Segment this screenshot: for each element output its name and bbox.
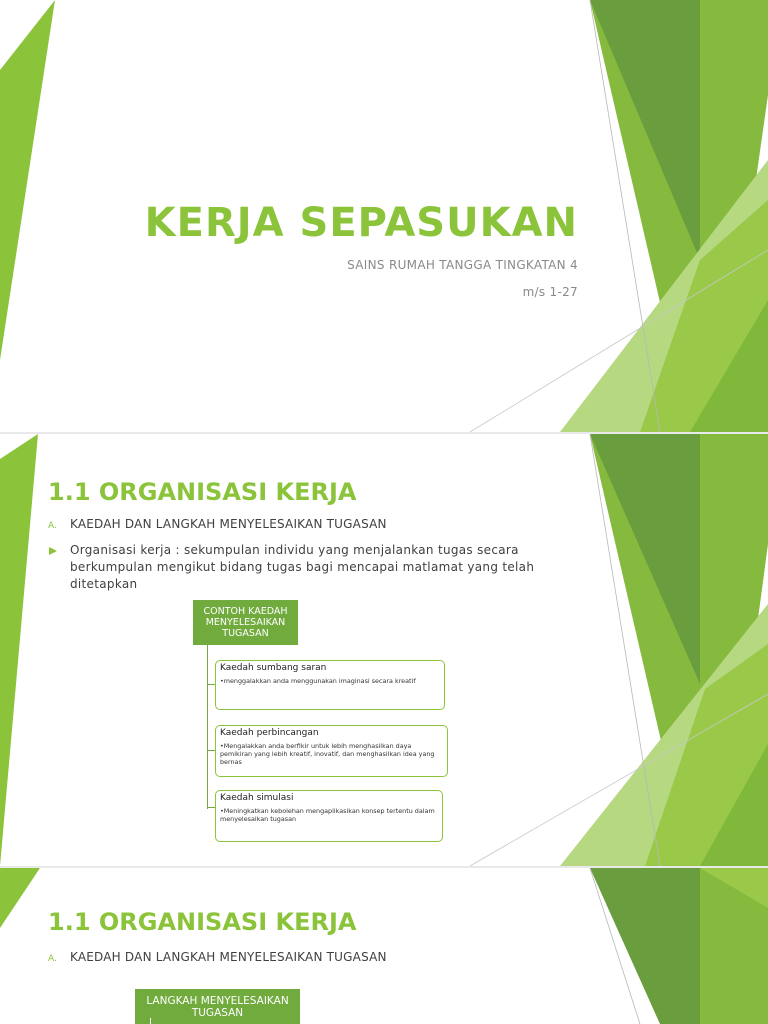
method-title: Kaedah simulasi — [220, 793, 294, 803]
diagram-root-box — [135, 989, 300, 1024]
presentation-subtitle: SAINS RUMAH TANGGA TINGKATAN 4 — [347, 258, 578, 272]
method-title: Kaedah sumbang saran — [220, 663, 327, 673]
slide-title: 1.1 ORGANISASI KERJA — [48, 478, 357, 506]
diagram-root-box — [193, 600, 298, 645]
presentation-title: KERJA SEPASUKAN — [144, 200, 578, 246]
bullet-arrow-icon — [49, 547, 57, 555]
list-marker: A. — [48, 521, 57, 531]
content-slide — [0, 868, 768, 1024]
method-title: Kaedah perbincangan — [220, 728, 319, 738]
diagram-root-label: LANGKAH MENYELESAIKAN TUGASAN — [146, 994, 289, 1019]
slide-decoration — [0, 868, 768, 1024]
method-description: •Meningkatkan kebolehan mengaplikasikan konsep tertentu dalam menyelesaikan tugasan — [220, 807, 435, 823]
diagram-connector-branch — [207, 684, 215, 685]
method-description: •Mengalakkan anda berfikir untuk lebih menghasilkan daya pemikiran yang lebih kreatif, inovatif, dan menghasilkan idea yang bernas — [220, 742, 435, 766]
method-card — [215, 725, 448, 777]
diagram-connector-branch — [207, 807, 215, 808]
diagram-connector-vertical — [207, 645, 208, 809]
list-marker: A. — [48, 954, 57, 964]
definition-text: Organisasi kerja : sekumpulan individu yang menjalankan tugas secara berkumpulan mengikut bidang tugas bagi mencapai matlamat yang telah ditetapkan — [70, 543, 535, 591]
title-slide — [0, 0, 768, 432]
method-card — [215, 790, 443, 842]
content-slide — [0, 434, 768, 866]
section-heading: KAEDAH DAN LANGKAH MENYELESAIKAN TUGASAN — [70, 517, 387, 531]
diagram-connector-branch — [207, 750, 215, 751]
slide-title: 1.1 ORGANISASI KERJA — [48, 908, 357, 936]
diagram-root-label: CONTOH KAEDAH MENYELESAIKAN TUGASAN — [203, 606, 288, 639]
diagram-connector-vertical — [150, 1018, 151, 1024]
page-range: m/s 1-27 — [522, 285, 578, 299]
section-heading: KAEDAH DAN LANGKAH MENYELESAIKAN TUGASAN — [70, 950, 387, 964]
method-description: •menggalakkan anda menggunakan imaginasi secara kreatif — [220, 677, 416, 685]
method-card — [215, 660, 445, 710]
